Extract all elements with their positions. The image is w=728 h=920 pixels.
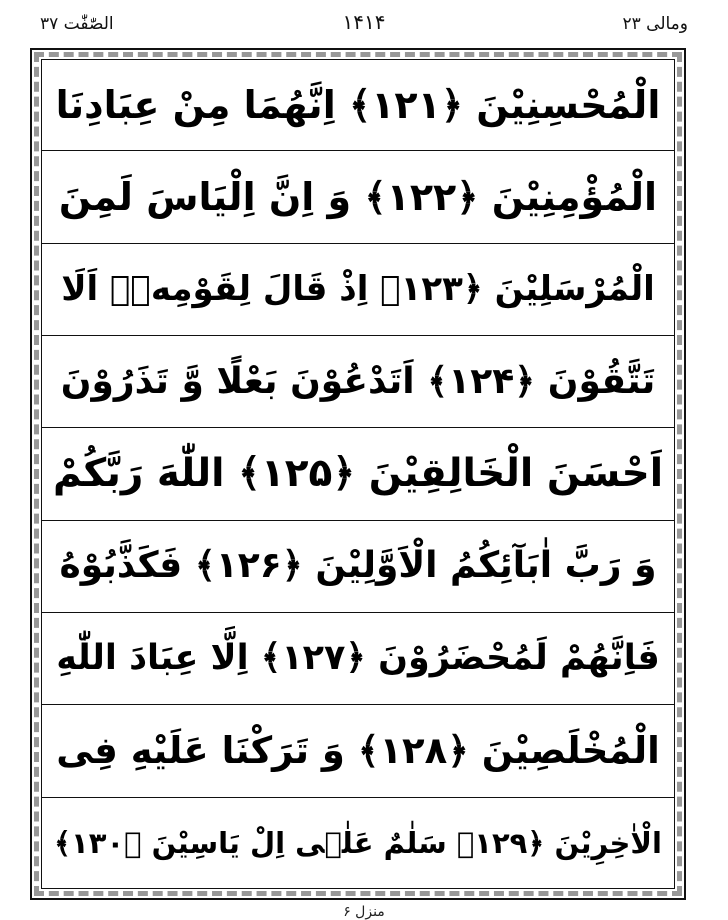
ayah-line-text: وَ رَبَّ اٰبَآئِكُمُ الْاَوَّلِیْنَ ﴿۱۲۶﴾ فَكَذَّبُوْهُ [59, 545, 657, 587]
ayah-line-text: الْمُحْسِنِیْنَ ﴿۱۲۱﴾ اِنَّهُمَا مِنْ عِبَادِنَا [55, 82, 661, 127]
text-line [41, 613, 675, 705]
ayah-line-text: الْاٰخِرِیْنَ ﴿۱۲۹﴾ سَلٰمٌ عَلٰۤی اِلْ یَاسِیْنَ ﴿۱۳۰﴾ [54, 825, 662, 860]
page-number: ۱۴۱۴ [342, 10, 386, 34]
text-line [41, 428, 675, 520]
text-line [41, 798, 675, 889]
ayah-line-text: الْمُؤْمِنِیْنَ ﴿۱۲۲﴾ وَ اِنَّ اِلْیَاسَ لَمِنَ [58, 174, 658, 219]
ayah-line-text: الْمُرْسَلِیْنَ ﴿۱۲۳﴾ اِذْ قَالَ لِقَوْمِهٖۤ اَلَا [61, 269, 655, 310]
text-line [41, 59, 675, 151]
surah-name: الصّٰفّٰت ۳۷ [40, 14, 114, 34]
text-line [41, 521, 675, 613]
text-line [41, 244, 675, 336]
ayah-line-text: اَحْسَنَ الْخَالِقِیْنَ ﴿۱۲۵﴾ اللّٰهَ رَبَّكُمْ [52, 451, 664, 497]
ayah-line-text: تَتَّقُوْنَ ﴿۱۲۴﴾ اَتَدْعُوْنَ بَعْلًا وَّ تَذَرُوْنَ [60, 360, 656, 402]
manzil-footer: منزل ۶ [343, 904, 385, 920]
page-frame [30, 48, 686, 900]
text-line [41, 705, 675, 797]
ayah-line-text: فَاِنَّهُمْ لَمُحْضَرُوْنَ ﴿۱۲۷﴾ اِلَّا عِبَادَ اللّٰهِ [56, 638, 660, 679]
text-line [41, 151, 675, 243]
ayah-line-text: الْمُخْلَصِیْنَ ﴿۱۲۸﴾ وَ تَرَكْنَا عَلَیْهِ فِی [56, 729, 660, 773]
juz-name: ومالی ۲۳ [622, 14, 688, 34]
text-line [41, 336, 675, 428]
quran-text-block [41, 59, 675, 889]
